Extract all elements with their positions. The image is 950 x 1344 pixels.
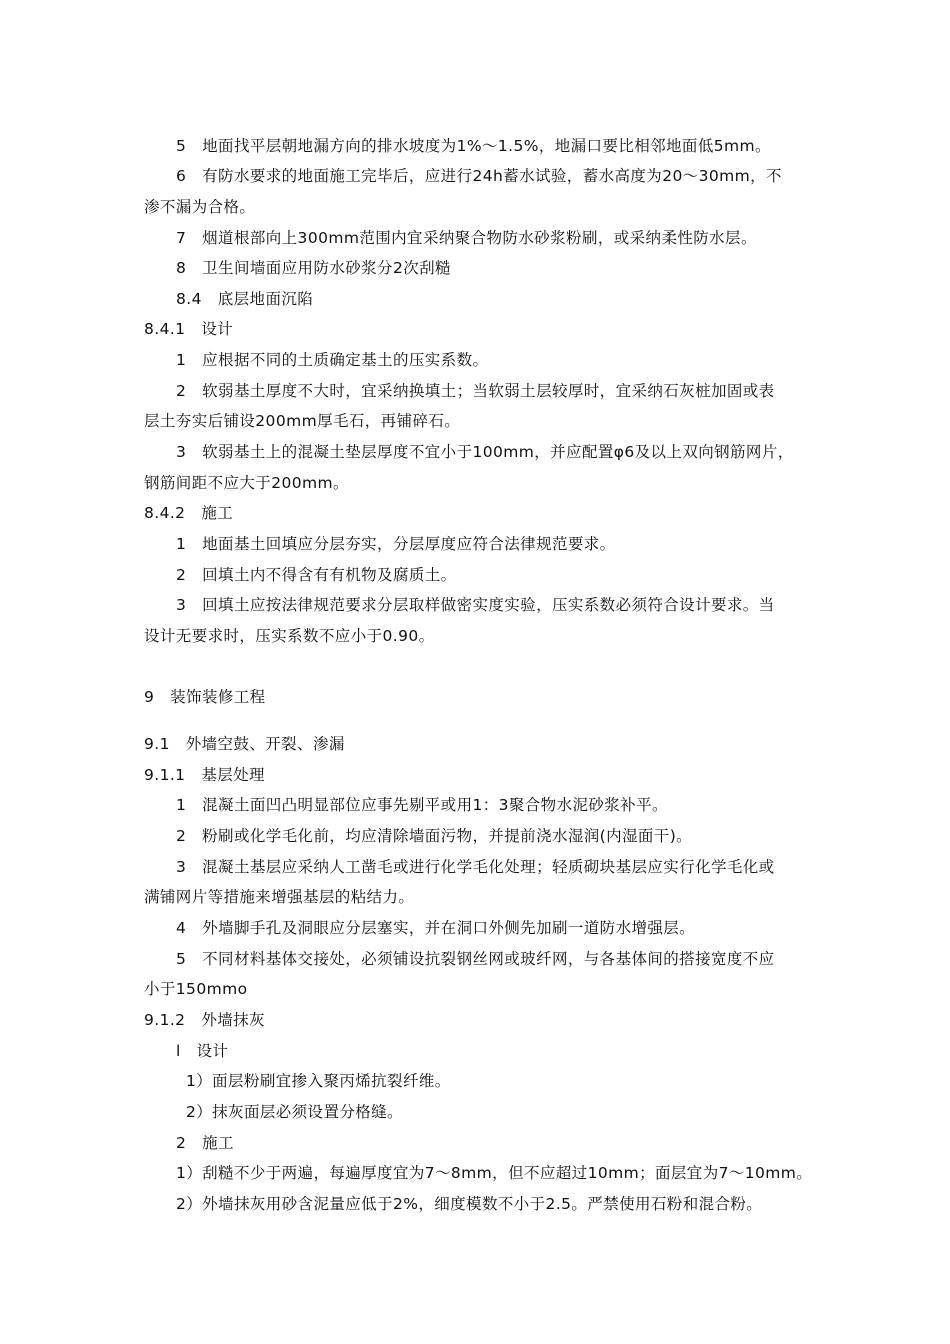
chapter-heading: 9 装饰装修工程 — [144, 688, 266, 706]
paragraph-line: 1 应根据不同的土质确定基土的压实系数。 — [176, 351, 489, 369]
subsection-heading: 8.4.1 设计 — [144, 320, 234, 338]
paragraph-line: 2 施工 — [176, 1134, 234, 1152]
paragraph-line: 1 混凝土面凹凸明显部位应事先剔平或用1：3聚合物水泥砂浆补平。 — [176, 796, 668, 814]
paragraph-line: 渗不漏为合格。 — [144, 198, 256, 216]
paragraph-line: 设计无要求时，压实系数不应小于0.90。 — [144, 627, 435, 645]
subsection-heading: 8.4.2 施工 — [144, 504, 234, 522]
paragraph-line: 3 软弱基土上的混凝土垫层厚度不宜小于100mm，并应配置φ6及以上双向钢筋网片， — [176, 443, 794, 461]
paragraph-line: 5 地面找平层朝地漏方向的排水坡度为1%～1.5%，地漏口要比相邻地面低5mm。 — [176, 137, 771, 155]
paragraph-line: 满铺网片等措施来增强基层的粘结力。 — [144, 888, 415, 906]
paragraph-line: 小于150mmo — [144, 980, 248, 998]
subsection-heading: 9.1.1 基层处理 — [144, 766, 265, 784]
paragraph-line: 2 粉刷或化学毛化前，均应清除墙面污物，并提前浇水湿润(内湿面干)。 — [176, 827, 693, 845]
paragraph-line: 2 软弱基土厚度不大时，宜采纳换填土；当软弱土层较厚时，宜采纳石灰桩加固或表 — [176, 382, 775, 400]
paragraph-line: 2）抹灰面层必须设置分格缝。 — [186, 1103, 403, 1121]
paragraph-line: 2 回填土内不得含有有机物及腐质土。 — [176, 566, 457, 584]
paragraph-line: 5 不同材料基体交接处，必须铺设抗裂钢丝网或玻纤网，与各基体间的搭接宽度不应 — [176, 950, 775, 968]
subsection-heading: 9.1.2 外墙抹灰 — [144, 1011, 265, 1029]
paragraph-line: 3 回填土应按法律规范要求分层取样做密实度实验，压实系数必须符合设计要求。当 — [176, 596, 775, 614]
paragraph-line: 钢筋间距不应大于200mm。 — [144, 474, 349, 492]
paragraph-line: 6 有防水要求的地面施工完毕后，应进行24h蓄水试验，蓄水高度为20～30mm，不 — [176, 167, 782, 185]
paragraph-line: l 设计 — [176, 1042, 229, 1060]
paragraph-line: 7 烟道根部向上300mm范围内宜采纳聚合物防水砂浆粉刷，或采纳柔性防水层。 — [176, 229, 757, 247]
paragraph-line: 3 混凝土基层应采纳人工凿毛或进行化学毛化处理；轻质砌块基层应实行化学毛化或 — [176, 858, 775, 876]
section-heading: 8.4 底层地面沉陷 — [176, 290, 314, 308]
paragraph-line: 2）外墙抹灰用砂含泥量应低于2%，细度模数不小于2.5。严禁使用石粉和混合粉。 — [176, 1195, 763, 1213]
paragraph-line: 1 地面基土回填应分层夯实，分层厚度应符合法律规范要求。 — [176, 535, 616, 553]
paragraph-line: 1）面层粉刷宜掺入聚丙烯抗裂纤维。 — [186, 1072, 451, 1090]
paragraph-line: 层土夯实后铺设200mm厚毛石，再铺碎石。 — [144, 412, 461, 430]
section-heading: 9.1 外墙空鼓、开裂、渗漏 — [144, 735, 345, 753]
paragraph-line: 1）刮糙不少于两遍，每遍厚度宜为7～8mm，但不应超过10mm；面层宜为7～10mm。 — [176, 1164, 813, 1182]
paragraph-line: 4 外墙脚手孔及洞眼应分层塞实，并在洞口外侧先加刷一道防水增强层。 — [176, 919, 696, 937]
paragraph-line: 8 卫生间墙面应用防水砂浆分2次刮糙 — [176, 259, 451, 277]
